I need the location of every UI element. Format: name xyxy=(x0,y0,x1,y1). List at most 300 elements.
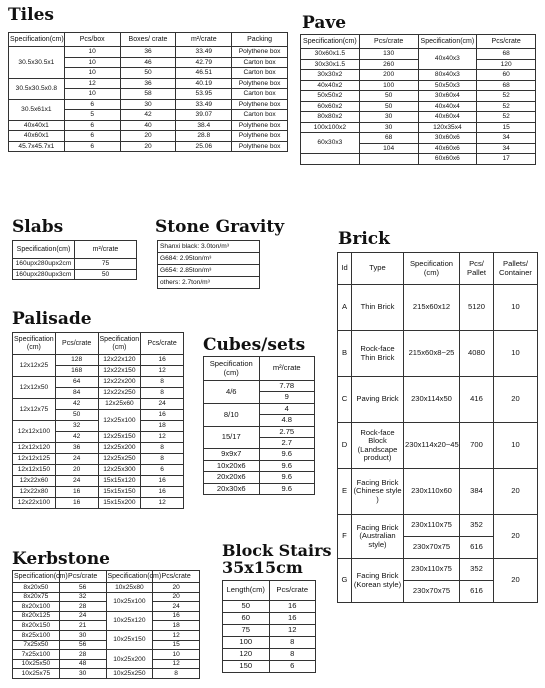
table-cell: 230x70x75 xyxy=(404,537,460,559)
column-header: Type xyxy=(352,253,404,285)
table-row xyxy=(13,498,184,509)
brick-type: Thin Brick xyxy=(352,285,404,331)
table-row xyxy=(13,333,184,355)
column-header: Boxes/ crate xyxy=(120,33,176,47)
table-cell: 48 xyxy=(59,659,106,669)
spec-cell: 12x25x250 xyxy=(98,454,141,465)
table-cell: 24 xyxy=(141,399,184,410)
column-header: Specification (cm) xyxy=(98,333,141,355)
table-cell: 50 xyxy=(359,91,418,102)
table-row xyxy=(223,581,316,601)
table-cell: 64 xyxy=(55,377,98,388)
table-row xyxy=(9,131,288,142)
table-row xyxy=(13,611,200,621)
table-cell: 28 xyxy=(59,602,106,612)
table-row xyxy=(9,141,288,152)
table-cell: 50x50x3 xyxy=(418,80,477,91)
table-cell: 52 xyxy=(477,101,536,112)
spec-cell: 12x12x125 xyxy=(13,454,56,465)
pave-title: Pave xyxy=(302,13,347,33)
table-cell: 8 xyxy=(141,454,184,465)
brick-pallets: 10 xyxy=(494,285,538,331)
brick-table xyxy=(337,252,538,603)
table-cell: 8x20x100 xyxy=(13,602,60,612)
table-cell: 17 xyxy=(477,154,536,165)
table-cell: 40x60x6 xyxy=(418,143,477,154)
table-row xyxy=(13,592,200,602)
table-cell: 6 xyxy=(269,661,316,673)
column-header: Pcs/crate xyxy=(359,35,418,49)
column-header: m²/crate xyxy=(176,33,232,47)
table-cell: 16 xyxy=(141,410,184,421)
table-cell: 10 xyxy=(64,57,120,68)
spec-cell: 10x25x80 xyxy=(106,583,153,593)
table-cell: 352 xyxy=(460,515,494,537)
table-cell: 84 xyxy=(55,388,98,399)
table-cell: 30x30x2 xyxy=(301,70,360,81)
table-cell: 52 xyxy=(477,112,536,123)
table-cell: 12 xyxy=(141,432,184,443)
spec-cell: 10x25x150 xyxy=(106,630,153,649)
table-cell: 30x60x1.5 xyxy=(301,49,360,60)
spec-cell: 40x60x1 xyxy=(9,131,65,142)
table-row xyxy=(9,99,288,110)
table-row xyxy=(223,649,316,661)
table-cell: Polythene box xyxy=(232,131,288,142)
table-cell: 21 xyxy=(59,621,106,631)
table-cell: 40 xyxy=(120,120,176,131)
spec-cell: 30.5x61x1 xyxy=(9,99,65,120)
table-cell: 20 xyxy=(55,465,98,476)
spec-cell: 12x25x100 xyxy=(98,410,141,432)
table-cell: 230x114x20~45 xyxy=(404,423,460,469)
table-cell: Carton box xyxy=(232,68,288,79)
column-header: Pcs/box xyxy=(64,33,120,47)
table-cell: 8 xyxy=(141,388,184,399)
column-header: Specification(cm) xyxy=(106,571,153,583)
block-stairs-table xyxy=(222,580,316,673)
table-row xyxy=(13,269,137,280)
spec-cell: 12x25x60 xyxy=(98,399,141,410)
brick-id: B xyxy=(338,331,352,377)
table-cell: 46.51 xyxy=(176,68,232,79)
column-header: Length(cm) xyxy=(223,581,270,601)
table-row xyxy=(13,669,200,679)
brick-title: Brick xyxy=(338,229,390,249)
table-cell: Polythene box xyxy=(232,47,288,58)
table-cell: 40.19 xyxy=(176,78,232,89)
block-stairs-title: Block Stairs xyxy=(222,541,332,560)
table-cell: Polythene box xyxy=(232,141,288,152)
table-cell: 4 xyxy=(259,403,315,414)
table-cell: 33.49 xyxy=(176,47,232,58)
table-cell: 36 xyxy=(120,47,176,58)
table-cell: 130 xyxy=(359,49,418,60)
table-row xyxy=(338,515,538,537)
table-row xyxy=(204,403,315,414)
brick-id: F xyxy=(338,515,352,559)
brick-pallets: 10 xyxy=(494,423,538,469)
spec-cell: 12x22x250 xyxy=(98,388,141,399)
kerbstone-section xyxy=(12,550,110,568)
table-cell: 42 xyxy=(55,399,98,410)
tiles-section xyxy=(8,6,54,24)
table-cell: Polythene box xyxy=(232,78,288,89)
spec-cell: 15x15x200 xyxy=(98,498,141,509)
spec-cell: 10x25x200 xyxy=(106,650,153,669)
spec-cell: 40x40x1 xyxy=(9,120,65,131)
table-row xyxy=(204,381,315,392)
table-cell: 20 xyxy=(153,583,200,593)
table-cell: 128 xyxy=(55,355,98,366)
table-row xyxy=(13,259,137,270)
table-row xyxy=(338,559,538,581)
table-row xyxy=(9,33,288,47)
table-row xyxy=(223,625,316,637)
column-header: Packing xyxy=(232,33,288,47)
table-row xyxy=(223,613,316,625)
spec-cell: 15/17 xyxy=(204,426,260,449)
gravity-line: G684: 2.95ton/m³ xyxy=(158,253,259,265)
spec-cell: 12x22x100 xyxy=(13,498,56,509)
table-cell: 80x40x3 xyxy=(418,70,477,81)
spec-cell: 12x25x300 xyxy=(98,465,141,476)
table-row xyxy=(301,101,536,112)
table-row xyxy=(223,601,316,613)
table-row xyxy=(301,133,536,144)
table-cell: 50 xyxy=(359,101,418,112)
table-cell: 16 xyxy=(141,487,184,498)
table-cell: 42 xyxy=(120,110,176,121)
stone-gravity-section xyxy=(155,218,284,236)
table-row xyxy=(301,70,536,81)
block-stairs-section xyxy=(222,542,332,576)
table-cell: 9 xyxy=(259,392,315,403)
table-cell: 50x50x2 xyxy=(301,91,360,102)
table-cell: 36 xyxy=(55,443,98,454)
table-cell: 8 xyxy=(141,377,184,388)
brick-type: Rock-face Thin Brick xyxy=(352,331,404,377)
spec-cell: 12x12x150 xyxy=(13,465,56,476)
table-cell: 20 xyxy=(153,592,200,602)
spec-cell: 15x15x150 xyxy=(98,487,141,498)
table-cell: 75 xyxy=(223,625,270,637)
table-cell: 230x114x50 xyxy=(404,377,460,423)
brick-type: Facing Brick (Korean style) xyxy=(352,559,404,603)
table-cell: 215x60x8~25 xyxy=(404,331,460,377)
table-cell: 120 xyxy=(223,649,270,661)
spec-cell: 10x25x100 xyxy=(106,592,153,611)
table-cell: 8 xyxy=(141,443,184,454)
table-cell: 160upx280upx2cm xyxy=(13,259,75,270)
column-header: Specification (cm) xyxy=(404,253,460,285)
cubes-table xyxy=(203,356,315,495)
table-cell: 616 xyxy=(460,581,494,603)
table-cell: 168 xyxy=(55,366,98,377)
spec-cell: 9x9x7 xyxy=(204,449,260,460)
column-header: Specification (cm) xyxy=(13,333,56,355)
table-cell: 120 xyxy=(477,59,536,70)
gravity-line: Shanxi black: 3.0ton/m³ xyxy=(158,241,259,253)
table-cell: 12 xyxy=(153,659,200,669)
palisade-section xyxy=(12,310,92,328)
table-cell: 60 xyxy=(477,70,536,81)
slabs-table xyxy=(12,240,137,280)
table-cell: Carton box xyxy=(232,110,288,121)
table-row xyxy=(9,120,288,131)
table-cell: 20 xyxy=(120,131,176,142)
kerbstone-title: Kerbstone xyxy=(12,549,110,569)
gravity-line: G654: 2.85ton/m³ xyxy=(158,265,259,277)
table-row xyxy=(13,571,200,583)
slabs-section xyxy=(12,218,63,236)
column-header: m²/crate xyxy=(75,241,137,259)
table-row xyxy=(338,423,538,469)
spec-cell: 45.7x45.7x1 xyxy=(9,141,65,152)
brick-pallets: 20 xyxy=(494,469,538,515)
spec-cell: 12x25x200 xyxy=(98,443,141,454)
table-row xyxy=(301,91,536,102)
spec-cell: 12x22x60 xyxy=(13,476,56,487)
table-cell: 6 xyxy=(64,131,120,142)
table-cell: 8 xyxy=(269,637,316,649)
table-row xyxy=(301,112,536,123)
table-cell: 10 xyxy=(153,650,200,660)
slabs-title: Slabs xyxy=(12,217,64,237)
spec-cell: 12x22x80 xyxy=(13,487,56,498)
table-row xyxy=(13,487,184,498)
table-row xyxy=(338,253,538,285)
table-cell: 30x30x1.5 xyxy=(301,59,360,70)
table-row xyxy=(223,637,316,649)
table-cell: 8 xyxy=(269,649,316,661)
brick-pallets: 20 xyxy=(494,377,538,423)
table-cell: 42 xyxy=(55,432,98,443)
table-cell: 8x20x150 xyxy=(13,621,60,631)
brick-pallets: 10 xyxy=(494,331,538,377)
table-cell: 30 xyxy=(359,112,418,123)
spec-cell: 12x12x120 xyxy=(13,443,56,454)
table-cell: 9.6 xyxy=(259,483,315,494)
column-header: Pcs/crate xyxy=(477,35,536,49)
table-cell: 50 xyxy=(223,601,270,613)
table-cell: 10 xyxy=(64,68,120,79)
table-cell: 15 xyxy=(477,122,536,133)
spec-cell: 10x20x6 xyxy=(204,460,260,471)
column-header: Pcs/ Pallet xyxy=(460,253,494,285)
table-row xyxy=(301,35,536,49)
table-cell: 52 xyxy=(477,91,536,102)
column-header: Pcs/crate xyxy=(55,333,98,355)
table-cell: 16 xyxy=(269,613,316,625)
table-cell: 68 xyxy=(477,49,536,60)
table-cell: 16 xyxy=(153,611,200,621)
table-row xyxy=(13,355,184,366)
table-cell: 6 xyxy=(64,99,120,110)
table-row xyxy=(204,357,315,381)
table-cell: 24 xyxy=(153,602,200,612)
spec-cell: 4/6 xyxy=(204,381,260,404)
table-cell: 50 xyxy=(120,68,176,79)
brick-id: E xyxy=(338,469,352,515)
table-row xyxy=(13,454,184,465)
table-cell: 230x110x75 xyxy=(404,559,460,581)
spec-cell: 40x40x3 xyxy=(418,49,477,70)
table-cell: 46 xyxy=(120,57,176,68)
table-cell: Polythene box xyxy=(232,99,288,110)
brick-pallets: 20 xyxy=(494,515,538,559)
table-cell: 16 xyxy=(141,355,184,366)
column-header: m²/crate xyxy=(259,357,315,381)
table-cell: 28 xyxy=(59,650,106,660)
spec-cell: 10x25x250 xyxy=(106,669,153,679)
table-cell: 200 xyxy=(359,70,418,81)
column-header: Specification(cm) xyxy=(301,35,360,49)
table-row xyxy=(301,122,536,133)
table-cell: 9.6 xyxy=(259,472,315,483)
table-cell: 50 xyxy=(75,269,137,280)
table-cell: 10 xyxy=(64,89,120,100)
table-cell: 30x60x4 xyxy=(418,91,477,102)
table-cell: 2.7 xyxy=(259,437,315,448)
table-cell: 260 xyxy=(359,59,418,70)
table-row xyxy=(223,661,316,673)
column-header: Pcs/crate xyxy=(141,333,184,355)
column-header: Pcs/crate xyxy=(153,571,200,583)
table-cell: 4.8 xyxy=(259,415,315,426)
table-cell: 30 xyxy=(59,669,106,679)
table-cell: 2.75 xyxy=(259,426,315,437)
table-cell: 56 xyxy=(59,583,106,593)
table-cell: 16 xyxy=(55,498,98,509)
table-cell: 5120 xyxy=(460,285,494,331)
table-cell: Carton box xyxy=(232,89,288,100)
table-cell: 9.6 xyxy=(259,460,315,471)
table-cell: 120x35x4 xyxy=(418,122,477,133)
table-cell: 8x25x100 xyxy=(13,630,60,640)
table-cell: 53.95 xyxy=(176,89,232,100)
table-cell xyxy=(359,154,418,165)
spec-cell: 20x20x6 xyxy=(204,472,260,483)
table-row xyxy=(338,469,538,515)
table-cell: 100x100x2 xyxy=(301,122,360,133)
table-cell: 80x80x2 xyxy=(301,112,360,123)
table-cell: 7.78 xyxy=(259,381,315,392)
table-cell: 10 xyxy=(64,47,120,58)
table-cell: 56 xyxy=(59,640,106,650)
table-cell: 60 xyxy=(223,613,270,625)
table-cell: 40x40x2 xyxy=(301,80,360,91)
table-row xyxy=(13,377,184,388)
table-cell: 28.8 xyxy=(176,131,232,142)
palisade-table xyxy=(12,332,184,509)
table-row xyxy=(204,449,315,460)
table-cell: 8x20x75 xyxy=(13,592,60,602)
table-cell: 16 xyxy=(141,476,184,487)
table-cell: 6 xyxy=(64,141,120,152)
spec-cell: 30.5x30.5x0.8 xyxy=(9,78,65,99)
table-cell: 32 xyxy=(55,421,98,432)
table-cell: 34 xyxy=(477,143,536,154)
table-cell: 7x25x100 xyxy=(13,650,60,660)
table-cell: Carton box xyxy=(232,57,288,68)
table-cell: 16 xyxy=(55,487,98,498)
table-cell: 75 xyxy=(75,259,137,270)
table-cell: 230x110x60 xyxy=(404,469,460,515)
table-cell: 20 xyxy=(120,141,176,152)
table-cell xyxy=(301,154,360,165)
spec-cell: 12x22x150 xyxy=(98,366,141,377)
table-cell: 230x70x75 xyxy=(404,581,460,603)
table-cell: 416 xyxy=(460,377,494,423)
table-cell: 384 xyxy=(460,469,494,515)
table-row xyxy=(301,49,536,60)
table-cell: 32 xyxy=(59,592,106,602)
table-cell: 10x25x50 xyxy=(13,659,60,669)
table-row xyxy=(9,47,288,58)
spec-cell: 10x25x120 xyxy=(106,611,153,630)
brick-id: G xyxy=(338,559,352,603)
brick-id: A xyxy=(338,285,352,331)
table-cell: 40x60x4 xyxy=(418,112,477,123)
table-cell: 8x20x125 xyxy=(13,611,60,621)
table-row xyxy=(13,476,184,487)
table-row xyxy=(338,377,538,423)
table-row xyxy=(338,285,538,331)
tiles-table xyxy=(8,32,288,152)
table-row xyxy=(13,241,137,259)
table-cell: 30x60x6 xyxy=(418,133,477,144)
table-row xyxy=(13,443,184,454)
table-cell: 8 xyxy=(153,669,200,679)
table-row xyxy=(204,472,315,483)
table-cell: 12 xyxy=(141,366,184,377)
brick-type: Rock-face Block (Landscape product) xyxy=(352,423,404,469)
brick-pallets: 20 xyxy=(494,559,538,603)
table-cell: 24 xyxy=(55,476,98,487)
table-cell: 5 xyxy=(64,110,120,121)
brick-id: C xyxy=(338,377,352,423)
table-row xyxy=(204,426,315,437)
table-cell: 215x60x12 xyxy=(404,285,460,331)
table-cell: 39.07 xyxy=(176,110,232,121)
table-cell: 616 xyxy=(460,537,494,559)
table-cell: 160upx280upx3cm xyxy=(13,269,75,280)
table-cell: 30 xyxy=(120,99,176,110)
table-cell: 150 xyxy=(223,661,270,673)
column-header: Specification(cm) xyxy=(418,35,477,49)
table-cell: 9.6 xyxy=(259,449,315,460)
table-row xyxy=(338,331,538,377)
table-cell: 68 xyxy=(477,80,536,91)
spec-cell: 12x12x100 xyxy=(13,421,56,443)
table-cell: Polythene box xyxy=(232,120,288,131)
table-row xyxy=(13,399,184,410)
spec-cell: 30.5x30.5x1 xyxy=(9,47,65,79)
column-header: Id xyxy=(338,253,352,285)
column-header: Pcs/crate xyxy=(59,571,106,583)
table-cell: 50 xyxy=(55,410,98,421)
table-cell: 7x25x50 xyxy=(13,640,60,650)
column-header: Specification(cm) xyxy=(9,33,65,47)
brick-type: Facing Brick (Chinese style ) xyxy=(352,469,404,515)
spec-cell: 12x12x75 xyxy=(13,399,56,421)
column-header: Pallets/ Container xyxy=(494,253,538,285)
table-cell: 12 xyxy=(141,498,184,509)
table-cell: 60x60x2 xyxy=(301,101,360,112)
table-cell: 24 xyxy=(55,454,98,465)
table-cell: 18 xyxy=(153,621,200,631)
